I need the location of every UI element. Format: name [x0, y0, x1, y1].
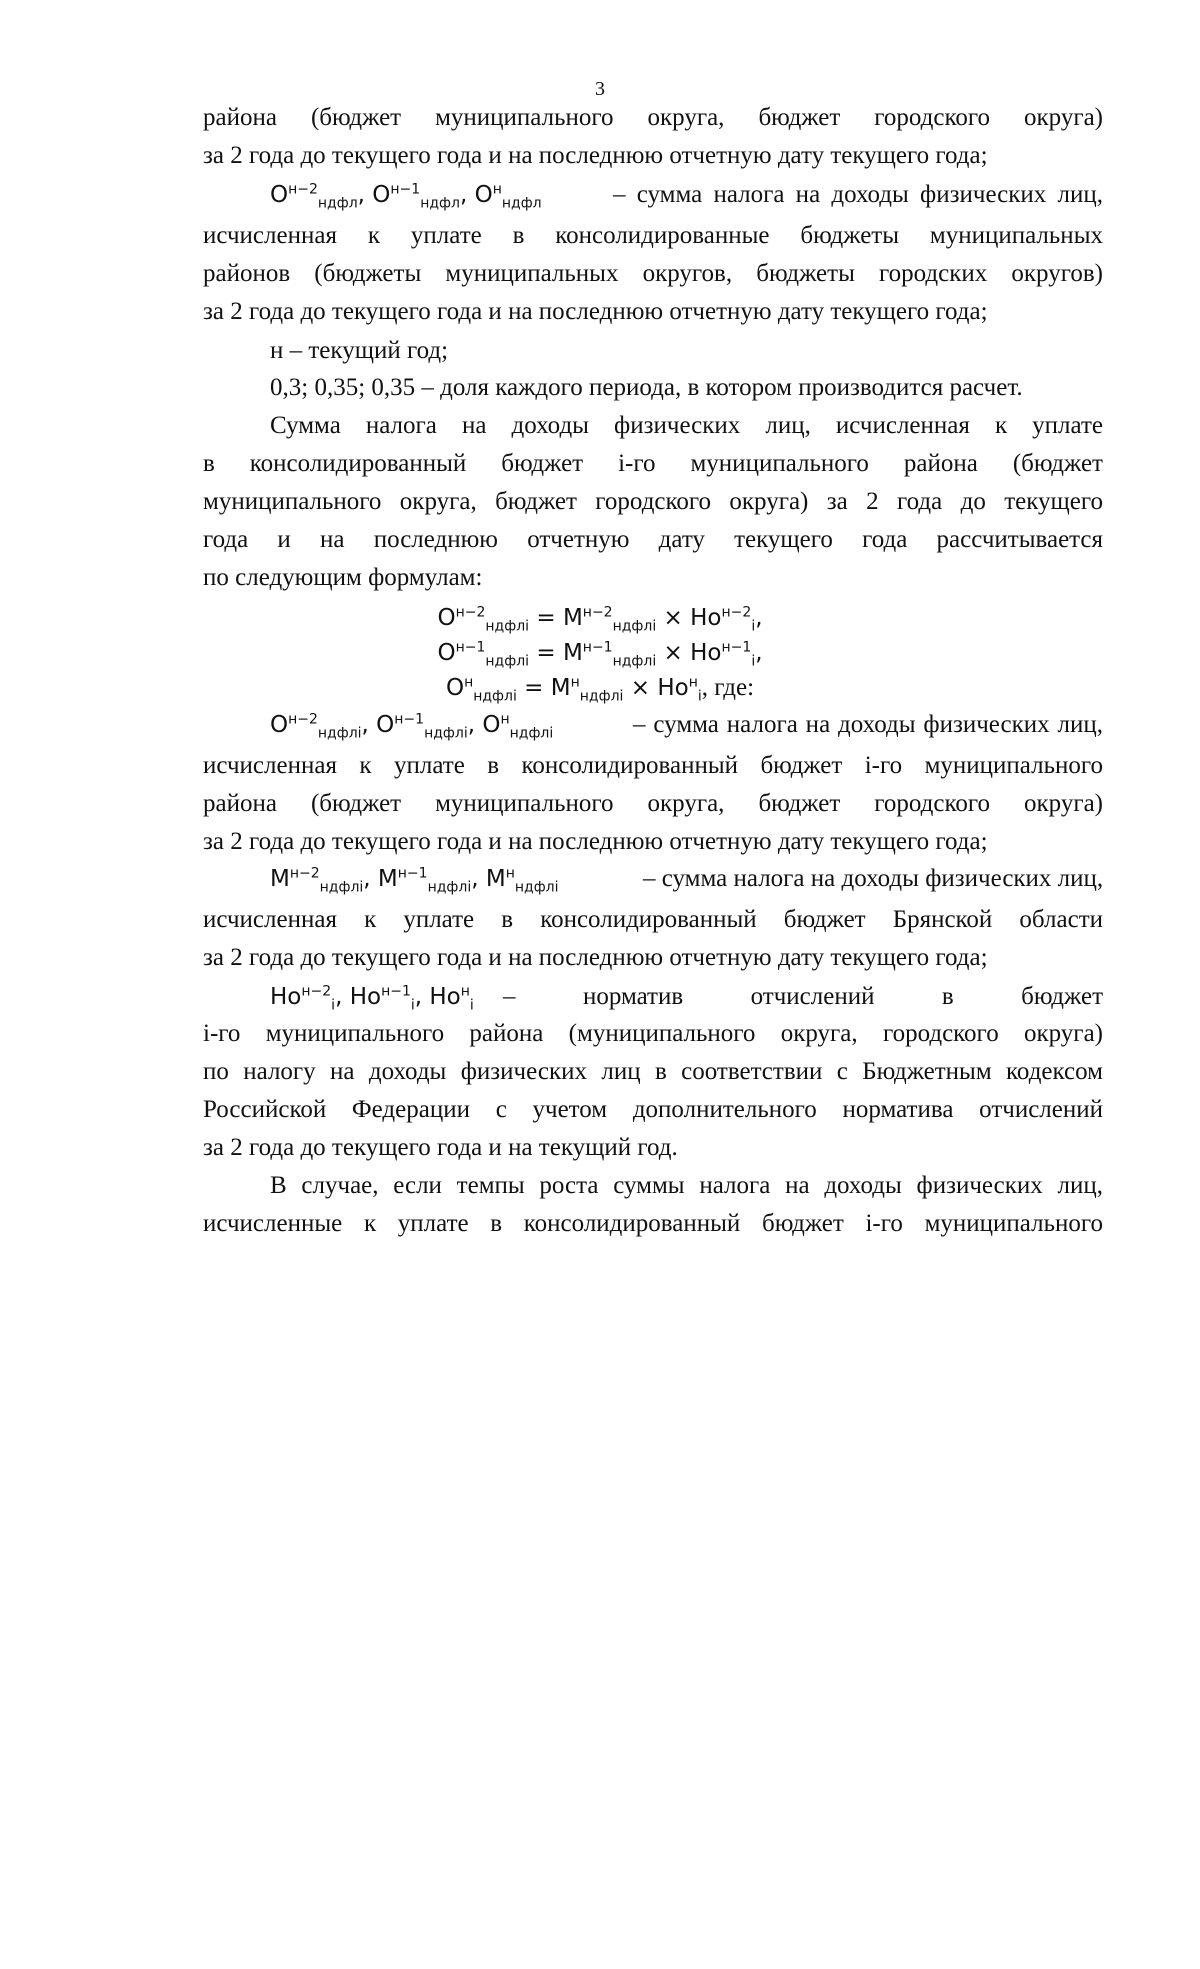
formula-2: $О^{н-1}_{ндфлi} = М^{н-1}_{ндфлi} \times Но^{н-1}_i$, — [437, 639, 763, 670]
text-line: за 2 года до текущего года и на последнюю отчетную дату текущего года; — [203, 142, 988, 169]
text-line: за 2 года до текущего года и на последнюю отчетную дату текущего года; — [203, 828, 988, 855]
text-line: по налогу на доходы физических лиц в соответствии с Бюджетным кодексом — [203, 1058, 1103, 1085]
text-line: района (бюджет муниципального округа, бюджет городского округа) — [203, 104, 1103, 131]
text-line: исчисленная к уплате в консолидированный бюджет Брянской области — [203, 906, 1103, 933]
definition-line — [270, 180, 1103, 210]
definition-text: – сумма налога на доходы физических лиц, — [643, 865, 1104, 892]
text-line: районов (бюджеты муниципальных округов, бюджеты городских округов) — [203, 260, 1103, 287]
text-line: района (бюджет муниципального округа, бюджет городского округа) — [203, 790, 1103, 817]
text-line: н – текущий год; — [270, 337, 449, 364]
text-line: исчисленная к уплате в консолидированный бюджет i-го муниципального — [203, 752, 1103, 779]
page-number: 3 — [595, 78, 605, 100]
text-line: за 2 года до текущего года и на последнюю отчетную дату текущего года; — [203, 298, 988, 325]
text-line: исчисленная к уплате в консолидированные бюджеты муниципальных — [203, 222, 1103, 249]
definition-line — [270, 710, 1103, 740]
text-line: i-го муниципального района (муниципального округа, городского округа) — [203, 1020, 1103, 1047]
definition-line — [270, 982, 1103, 1012]
formula-symbols: $О^{н-2}_{ндфл}$, $О^{н-1}_{ндфл}$, $О^н_{ндфл}$ — [270, 181, 542, 212]
definition-text: – сумма налога на доходы физических лиц, — [633, 711, 1103, 738]
text-line: 0,3; 0,35; 0,35 – доля каждого периода, в котором производится расчет. — [270, 374, 1023, 401]
formula-3: $О^н_{ндфлi} = М^н_{ндфлi} \times Но^н_i$, где: — [445, 674, 755, 705]
text-line: Сумма налога на доходы физических лиц, исчисленная к уплате — [270, 412, 1103, 439]
text-line: в консолидированный бюджет i-го муниципального района (бюджет — [203, 450, 1103, 477]
text-line: муниципального округа, бюджет городского округа) за 2 года до текущего — [203, 488, 1103, 515]
text-line: исчисленные к уплате в консолидированный бюджет i-го муниципального — [203, 1210, 1103, 1237]
text-line: за 2 года до текущего года и на последнюю отчетную дату текущего года; — [203, 944, 988, 971]
definition-line — [270, 864, 1103, 894]
text-line: года и на последнюю отчетную дату текущего года рассчитывается — [203, 526, 1103, 553]
text-line: за 2 года до текущего года и на текущий год. — [203, 1134, 678, 1161]
formula-1: $О^{н-2}_{ндфлi} = М^{н-2}_{ндфлi} \times Но^{н-2}_i$, — [437, 604, 763, 635]
text-line: В случае, если темпы роста суммы налога на доходы физических лиц, — [270, 1172, 1103, 1199]
definition-text: – норматив отчислений в бюджет — [503, 983, 1103, 1010]
definition-text: – сумма налога на доходы физических лиц, — [613, 181, 1103, 208]
text-line: по следующим формулам: — [203, 564, 483, 591]
formula-symbols: $М^{н-2}_{ндфлi}$, $М^{н-1}_{ндфлi}$, $М^н_{ндфлi}$ — [270, 865, 559, 896]
text-line: Российской Федерации с учетом дополнительного норматива отчислений — [203, 1096, 1103, 1123]
formula-symbols: $О^{н-2}_{ндфлi}$, $О^{н-1}_{ндфлi}$, $О^н_{ндфлi}$ — [270, 711, 554, 742]
formula-symbols: $Но^{н-2}_i$, $Но^{н-1}_i$, $Но^н_i$ — [270, 983, 474, 1014]
